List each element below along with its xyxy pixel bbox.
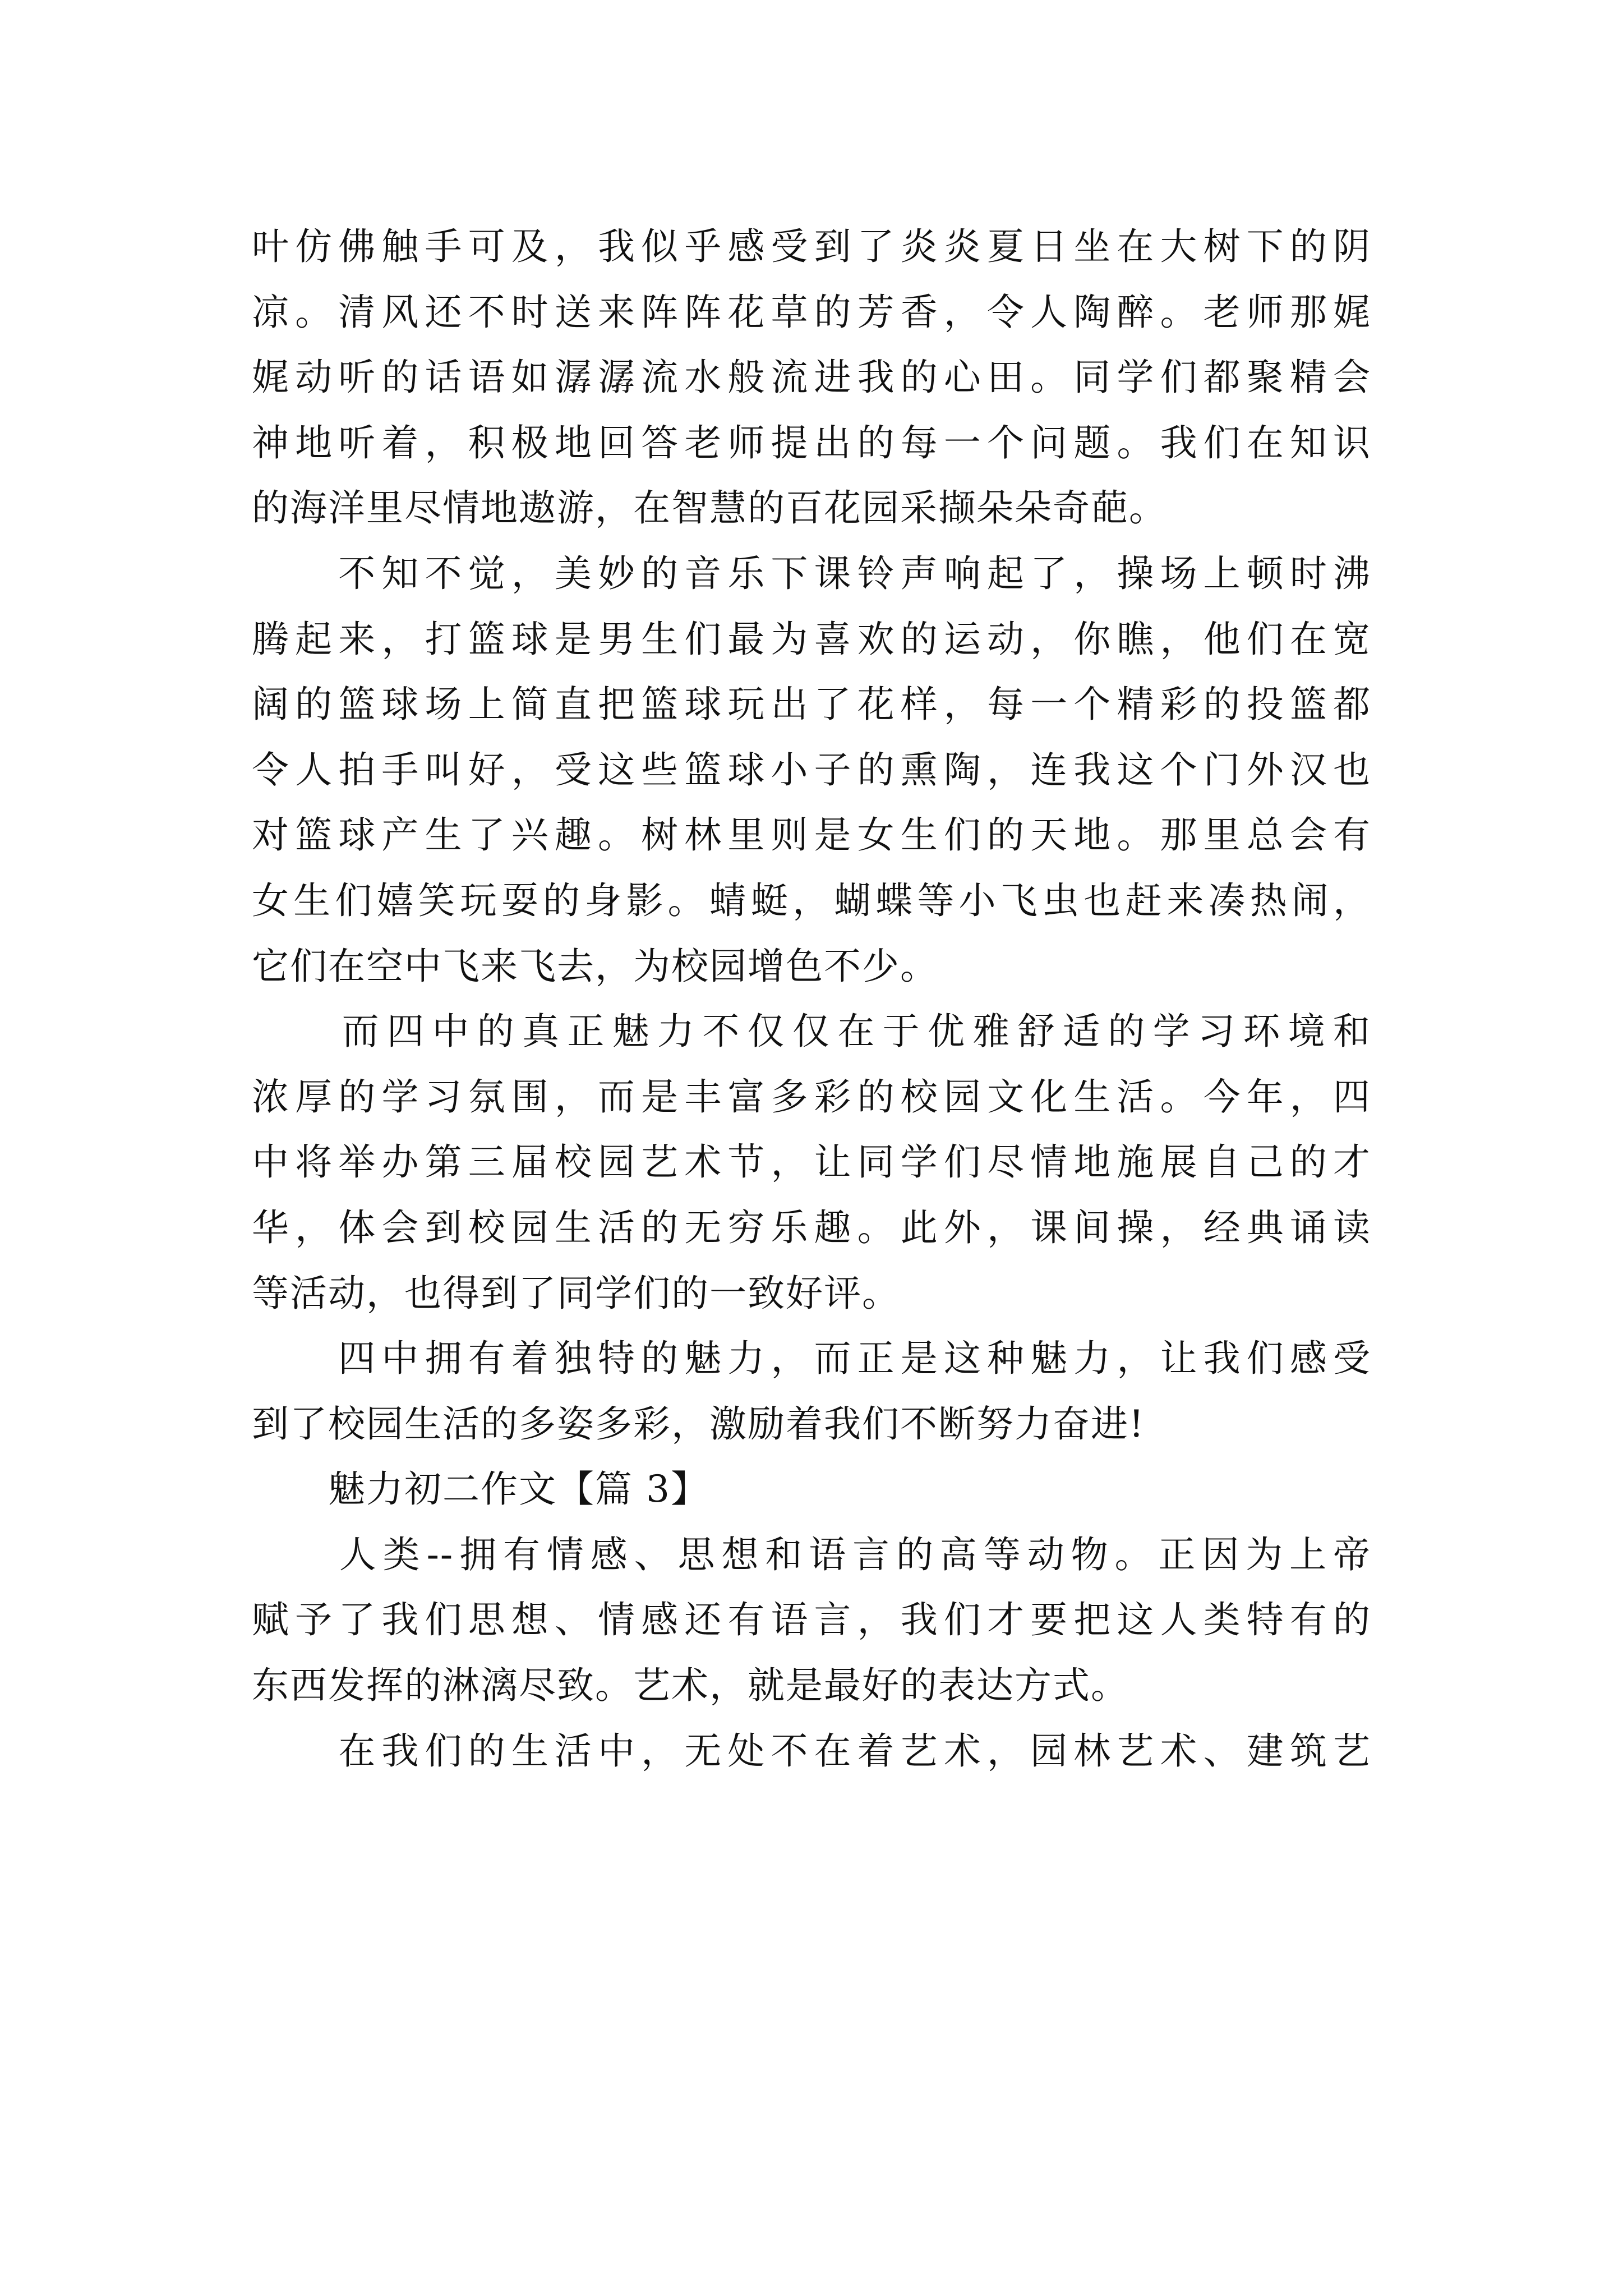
text-line: 四中拥有着独特的魅力，而正是这种魅力，让我们感受 [252,1337,1371,1381]
text-line: 人类--拥有情感、思想和语言的高等动物。正因为上帝 [252,1533,1371,1576]
document-body [252,214,1371,1784]
text-line: 对篮球产生了兴趣。树林里则是女生们的天地。那里总会有 [252,813,1371,857]
text-line: 而四中的真正魅力不仅仅在于优雅舒适的学习环境和 [252,1010,1371,1053]
text-line: 等活动，也得到了同学们的一致好评。 [252,1271,900,1315]
text-line: 娓动听的话语如潺潺流水般流进我的心田。同学们都聚精会 [252,356,1371,399]
text-line: 凉。清风还不时送来阵阵花草的芳香，令人陶醉。老师那娓 [252,290,1371,334]
text-line: 到了校园生活的多姿多彩，激励着我们不断努力奋进! [252,1402,1145,1446]
text-line: 在我们的生活中，无处不在着艺术，园林艺术、建筑艺 [252,1729,1371,1773]
text-line: 令人拍手叫好，受这些篮球小子的熏陶，连我这个门外汉也 [252,748,1371,792]
text-line: 叶仿佛触手可及，我似乎感受到了炎炎夏日坐在大树下的阴 [252,225,1371,268]
text-line: 它们在空中飞来飞去，为校园增色不少。 [252,944,938,988]
text-line: 的海洋里尽情地遨游，在智慧的百花园采撷朵朵奇葩。 [252,486,1167,530]
text-line: 赋予了我们思想、情感还有语言，我们才要把这人类特有的 [252,1598,1371,1642]
text-line: 阔的篮球场上简直把篮球玩出了花样，每一个精彩的投篮都 [252,683,1371,726]
text-line: 腾起来，打篮球是男生们最为喜欢的运动，你瞧，他们在宽 [252,617,1371,661]
text-line: 神地听着，积极地回答老师提出的每一个问题。我们在知识 [252,421,1371,464]
text-line: 中将举办第三届校园艺术节，让同学们尽情地施展自己的才 [252,1140,1371,1184]
text-line: 女生们嬉笑玩耍的身影。蜻蜓，蝴蝶等小飞虫也赶来凑热闹， [252,878,1371,922]
text-line: 华，体会到校园生活的无穷乐趣。此外，课间操，经典诵读 [252,1205,1371,1249]
text-line: 浓厚的学习氛围，而是丰富多彩的校园文化生活。今年，四 [252,1075,1371,1119]
text-line: 不知不觉，美妙的音乐下课铃声响起了，操场上顿时沸 [252,551,1371,595]
text-line: 魅力初二作文【篇 3】 [252,1467,709,1511]
text-line: 东西发挥的淋漓尽致。艺术，就是最好的表达方式。 [252,1664,1129,1708]
